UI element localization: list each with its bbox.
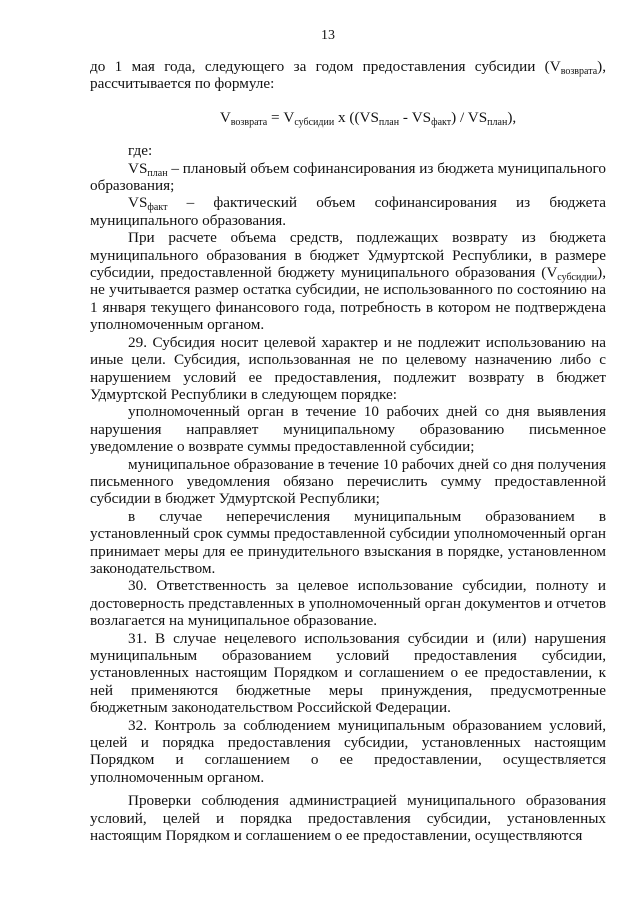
clause-32: 32. Контроль за соблюдением муниципальным образованием условий, целей и порядка предоставления субсидии, установленных настоящим Порядком и соглашением о ее предоставлении, осуществляется уполномоченным органом. <box>90 716 606 786</box>
clause-30: 30. Ответственность за целевое использование субсидии, полноту и достоверность представленных в уполномоченный орган документов и отчетов возлагается на муниципальное образование. <box>90 577 606 630</box>
clause-29-item-notice: уполномоченный орган в течение 10 рабочих дней со дня выявления нарушения направляет муниципальному образованию письменное уведомление о возврате суммы предоставленной субсидии; <box>90 403 606 456</box>
definition-vs-fact: $VS_{факт}$ – фактический объем софинансирования из бюджета муниципального образования. <box>90 194 606 229</box>
clause-29-item-enforcement: в случае неперечисления муниципальным образованием в установленный срок суммы предоставленной субсидии уполномоченный орган принимает меры для ее принудительного взыскания в порядке, установленном законодательством. <box>90 507 606 577</box>
page-number: 13 <box>321 28 335 43</box>
definition-vs-plan: $VS_{план}$ – плановый объем софинансирования из бюджета муниципального образования; <box>90 159 607 195</box>
where-label: где: <box>128 142 153 160</box>
clause-29-item-transfer: муниципальное образование в течение 10 рабочих дней со дня получения письменного уведомления обязано перечислить сумму предоставленной субсидии в бюджет Удмуртской Республики; <box>90 455 606 508</box>
clause-31: 31. В случае нецелевого использования субсидии и (или) нарушения муниципальным образованием условий предоставления субсидии, установленных настоящим Порядком и соглашением о ее предоставлении, к ней применяются бюджетные меры принуждения, предусмотренные бюджетным законодательством Российской Федерации. <box>90 629 606 717</box>
paragraph-inspections: Проверки соблюдения администрацией муниципального образования условий, целей и порядка предоставления субсидии, установленных настоящим Порядком и соглашением о ее предоставлении, осуществляются <box>90 792 606 845</box>
formula-return-amount: $V_{возврата} = V_{субсидии}$ x $((VS_{план} - VS_{факт}) / VS_{план})$, <box>219 108 517 128</box>
clause-29: 29. Субсидия носит целевой характер и не подлежит использованию на иные цели. Субсидия, использованная не по целевому назначению либо с нарушением условий ее предоставления, подлежит возврату в бюджет Удмуртской Республики в следующем порядке: <box>90 333 606 403</box>
paragraph-return-deadline: до 1 мая года, следующего за годом предоставления субсидии $(V_{возврата})$, рассчитывается по формуле: <box>90 58 606 93</box>
paragraph-calculation: При расчете объема средств, подлежащих возврату из бюджета муниципального образования в бюджет Удмуртской Республики, в размере субсидии, предоставленной бюджету муниципального образования $(V_{субсидии})$, не учитывается размер остатка субсидии, не использованного по состоянию на 1 января текущего финансового года, потребность в котором не подтверждена уполномоченным органом. <box>90 229 606 334</box>
